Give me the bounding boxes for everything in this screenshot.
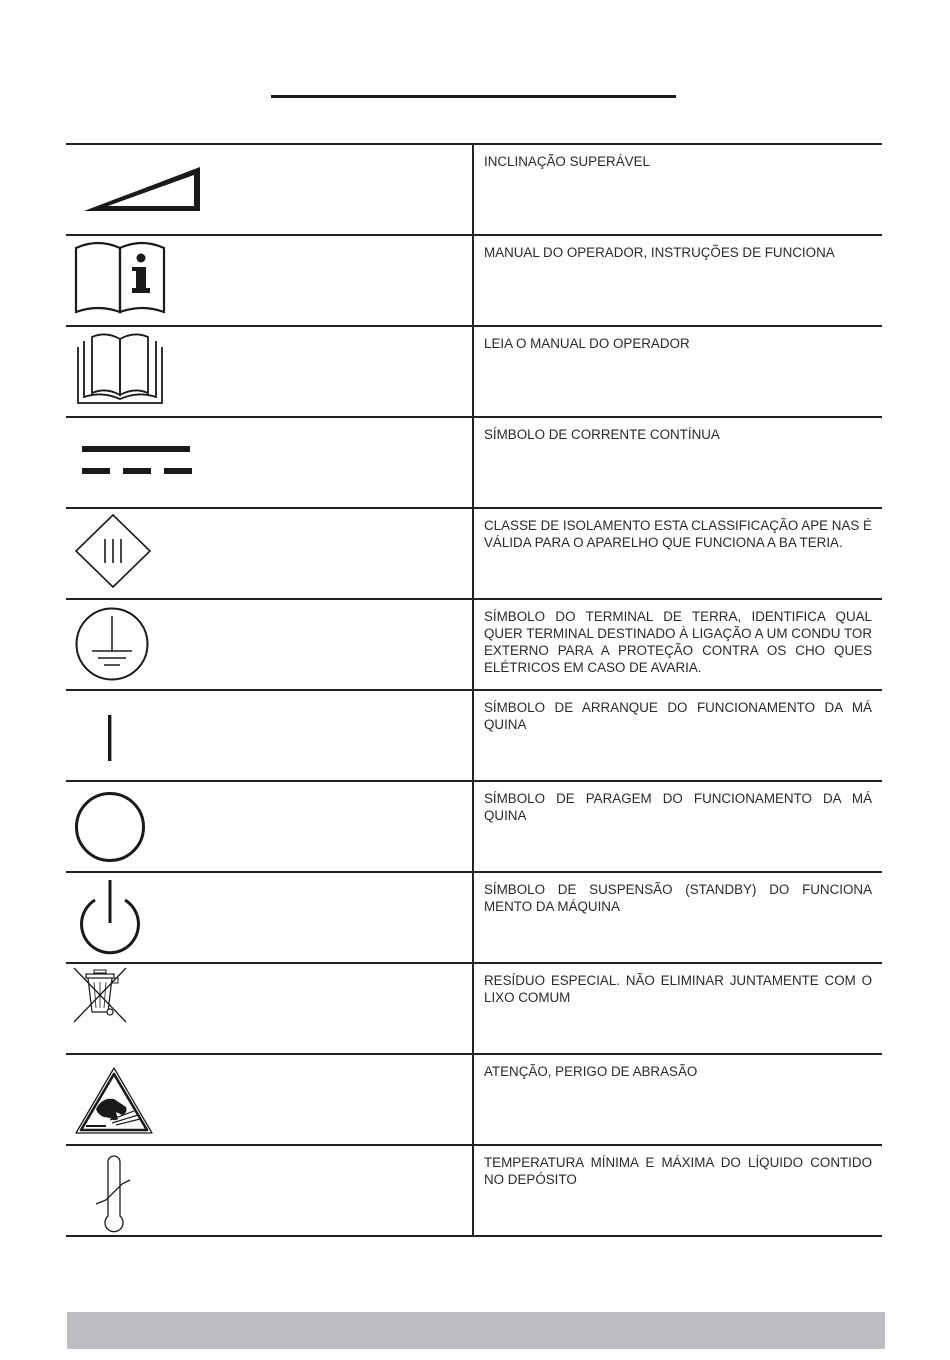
symbol-description: RESÍDUO ESPECIAL. NÃO ELIMINAR JUNTAMENTE COM O LIXO COMUM — [484, 973, 872, 1005]
incline-icon — [72, 145, 212, 234]
symbol-description: LEIA O MANUAL DO OPERADOR — [484, 336, 690, 351]
symbol-description: ATENÇÃO, PERIGO DE ABRASÃO — [484, 1064, 698, 1079]
standby-icon — [72, 873, 182, 962]
table-row — [66, 509, 882, 600]
symbol-description: SÍMBOLO DO TERMINAL DE TERRA, IDENTIFICA QUAL QUER TERMINAL DESTINADO À LIGAÇÃO A UM CONDU TOR EXTERNO PARA A PROTEÇÃO CONTRA OS CHO QUES ELÉTRICOS EM CASO DE AVARIA. — [484, 609, 872, 675]
read-manual-icon — [72, 327, 182, 416]
title-rule — [271, 95, 676, 98]
table-row — [66, 691, 882, 782]
symbol-description: INCLINAÇÃO SUPERÁVEL — [484, 154, 650, 169]
earth-terminal-icon — [72, 600, 182, 689]
operator-manual-info-icon — [72, 236, 182, 325]
thermometer-range-icon — [72, 1146, 182, 1235]
symbol-description: MANUAL DO OPERADOR, INSTRUÇÕES DE FUNCIONA — [484, 245, 835, 260]
symbol-description: TEMPERATURA MÍNIMA E MÁXIMA DO LÍQUIDO CONTIDO NO DEPÓSITO — [484, 1155, 872, 1187]
table-row — [66, 1146, 882, 1237]
symbol-description: SÍMBOLO DE CORRENTE CONTÍNUA — [484, 427, 720, 442]
direct-current-icon — [72, 418, 212, 507]
power-off-icon — [72, 782, 182, 871]
table-row — [66, 600, 882, 691]
symbol-description: SÍMBOLO DE SUSPENSÃO (STANDBY) DO FUNCIONA MENTO DA MÁQUINA — [484, 882, 872, 914]
symbol-description: CLASSE DE ISOLAMENTO ESTA CLASSIFICAÇÃO APE NAS É VÁLIDA PARA O APARELHO QUE FUNCIONA A BA TERIA. — [484, 518, 872, 550]
symbol-description: SÍMBOLO DE ARRANQUE DO FUNCIONAMENTO DA MÁ QUINA — [484, 700, 872, 732]
abrasion-warning-icon — [72, 1055, 182, 1144]
table-row — [66, 782, 882, 873]
table-row — [66, 236, 882, 327]
symbols-table — [66, 143, 882, 1237]
power-on-icon — [72, 691, 182, 780]
insulation-class-iii-icon — [72, 509, 182, 598]
footer-bar — [67, 1312, 885, 1349]
table-row — [66, 964, 882, 1055]
table-row — [66, 418, 882, 509]
table-row — [66, 873, 882, 964]
crossed-bin-icon — [72, 964, 182, 1053]
table-row — [66, 1055, 882, 1146]
table-row — [66, 145, 882, 236]
symbol-description: SÍMBOLO DE PARAGEM DO FUNCIONAMENTO DA MÁ QUINA — [484, 791, 872, 823]
table-row — [66, 327, 882, 418]
